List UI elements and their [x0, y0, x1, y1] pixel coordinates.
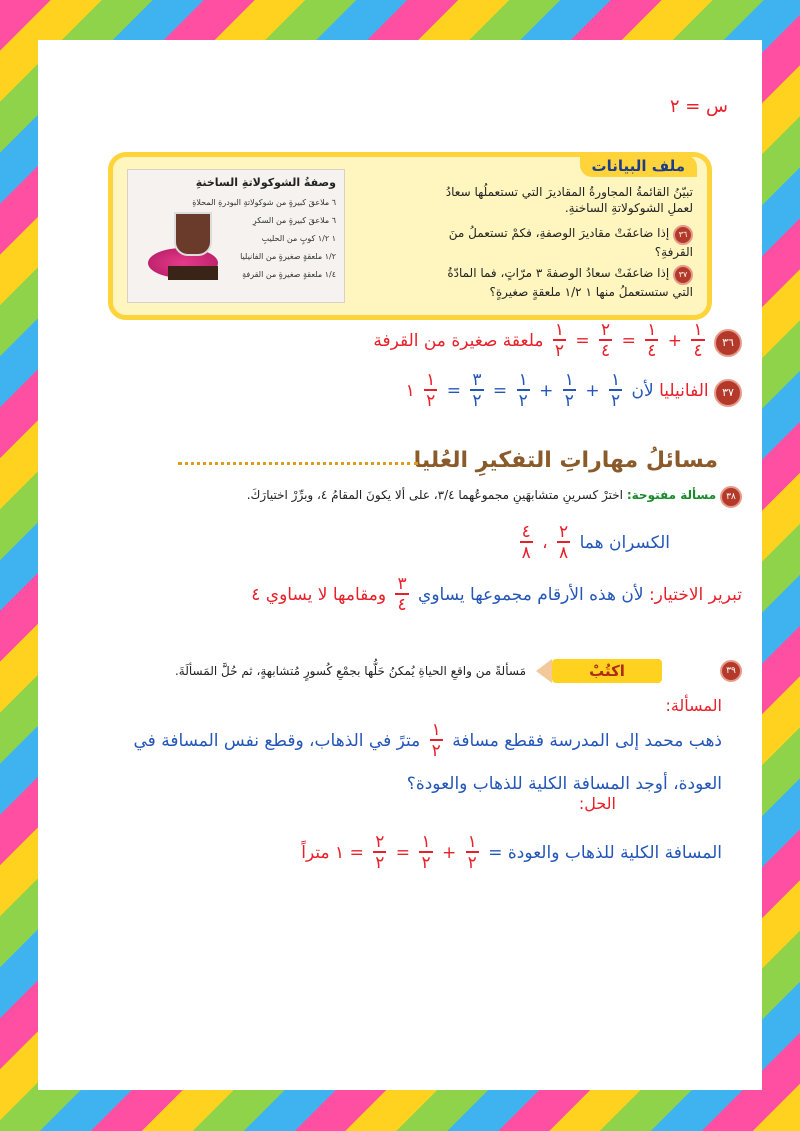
question-39 — [720, 660, 742, 682]
problem-line-2: العودة، أوجد المسافة الكلية للذهاب والعودة؟ — [406, 774, 722, 794]
chocolate-bar-image — [168, 266, 218, 280]
worksheet-page — [38, 40, 762, 1090]
fraction: $\frac{١}{٢}$ — [554, 320, 564, 361]
answer-38: الكسران هما $\frac{٢}{٨}$ ، $\frac{٤}{٨}$ — [521, 522, 670, 563]
fraction: $\frac{٢}{٢}$ — [375, 832, 385, 873]
question-number-badge: ٣٩ — [720, 660, 742, 682]
open-problem-label: مسألة مفتوحة: — [626, 488, 717, 502]
section-heading: مسائلُ مهاراتِ التفكيرِ العُليا — [413, 448, 718, 473]
answer-36: ٣٦ $\frac{١}{٤}$ + $\frac{١}{٤}$ = $\frac{٢}{٤}$ = $\frac{١}{٢}$ ملعقة صغيرة من القرفة — [373, 322, 742, 360]
question-38 — [52, 486, 742, 508]
fraction: $\frac{٢}{٤}$ — [601, 320, 611, 361]
question-number-badge: ٣٦ — [714, 329, 742, 357]
solution-label: الحل: — [578, 794, 616, 813]
recipe-row: ١/٢ ملعقةٍ صغيرةٍ من الفانيليا — [240, 252, 336, 261]
fraction: $\frac{١}{٤}$ — [693, 320, 703, 361]
question-number-badge: ٣٨ — [720, 486, 742, 508]
fraction: $\frac{٤}{٨}$ — [521, 522, 531, 563]
problem-line-1: ذهب محمد إلى المدرسة فقطع مسافة $\frac{١}{٢}$ مترً في الذهاب، وقطع نفس المسافة في — [133, 720, 722, 761]
fraction: $\frac{١}{٢}$ — [431, 720, 441, 761]
fraction: $\frac{٣}{٢}$ — [472, 370, 482, 411]
fraction: $\frac{٢}{٨}$ — [559, 522, 569, 563]
recipe-row: ٦ ملاعقَ كبيرةٍ من السكرِ — [252, 216, 336, 225]
write-pencil-badge: اكتُبْ — [552, 659, 662, 683]
recipe-row: ١/٤ ملعقةٍ صغيرةٍ من القرفةِ — [242, 270, 336, 279]
answer-38-justification: تبرير الاختيار: لأن هذه الأرقام مجموعها يساوي $\frac{٣}{٤}$ ومقامها لا يساوي ٤ — [251, 574, 742, 615]
recipe-card — [127, 169, 345, 303]
recipe-title: وصفةُ الشوكولاتةِ الساخنةِ — [195, 176, 336, 189]
recipe-row: ٦ ملاعقَ كبيرةٍ من شوكولاتةِ البودرةِ المحلاةِ — [192, 198, 336, 207]
question-39-text: مَسألةً من واقعِ الحياةِ يُمكنُ حَلُّها بجمْعِ كُسورٍ مُتشابهةٍ، ثم حُلَّ المَسألَةَ. — [174, 664, 526, 678]
problem-label: المسألة: — [665, 696, 722, 715]
heading-dotted-line — [178, 462, 418, 465]
answer-37-label: الفانيليا — [659, 381, 709, 401]
data-file-intro: تبيّنُ القائمةُ المجاورةُ المقاديرَ التي تستعملُها سعادُ لعملِ الشوكولاتةِ الساخنةِ. — [445, 185, 693, 215]
question-38-text: اخترْ كسرينِ متشابهَينِ مجموعُهما ٣/٤، على ألا يكونَ المقامُ ٤، وبرِّرْ اختيارَكَ. — [246, 488, 624, 502]
data-file-header: ملف البيانات — [580, 155, 698, 177]
fraction: $\frac{١}{٢}$ — [467, 832, 477, 873]
fraction: $\frac{٣}{٤}$ — [397, 574, 407, 615]
fraction: $\frac{١}{٢}$ — [564, 370, 574, 411]
solution-line: المسافة الكلية للذهاب والعودة = $\frac{١}{٢}$ + $\frac{١}{٢}$ = $\frac{٢}{٢}$ = ١ متراً — [301, 832, 722, 873]
fraction: $\frac{١}{٢}$ — [421, 832, 431, 873]
fraction: $\frac{١}{٤}$ — [647, 320, 657, 361]
question-label: س = ٢ — [669, 96, 728, 117]
question-number-badge: ٣٧ — [714, 379, 742, 407]
recipe-row: ١ ١/٢ كوبٍ من الحليبِ — [261, 234, 336, 243]
fraction: $\frac{١}{٢}$ — [426, 370, 436, 411]
answer-37: ٣٧ الفانيليا لأن $\frac{١}{٢}$ + $\frac{١}{٢}$ + $\frac{١}{٢}$ = $\frac{٣}{٢}$ = $\frac{١}{٢}$ ١ — [406, 372, 742, 410]
fraction: $\frac{١}{٢}$ — [610, 370, 621, 411]
data-file-q37: ٣٧ إذا ضاعفَتْ سعادُ الوصفةَ ٣ مرّاتٍ، فما المادّةُ التي ستستعملُ منها ١ ١/٢ ملعقةٍ صغيرةٍ؟ — [447, 265, 693, 299]
answer-36-text: ملعقة صغيرة من القرفة — [373, 331, 544, 351]
fraction: $\frac{١}{٢}$ — [518, 370, 528, 411]
data-file-box — [108, 152, 712, 320]
data-file-q36: ٣٦ إذا ضاعفَتْ مقاديرَ الوصفةِ، فكمْ تستعملُ منَ القرفةِ؟ — [448, 225, 693, 259]
hot-chocolate-cup-image — [174, 212, 212, 256]
